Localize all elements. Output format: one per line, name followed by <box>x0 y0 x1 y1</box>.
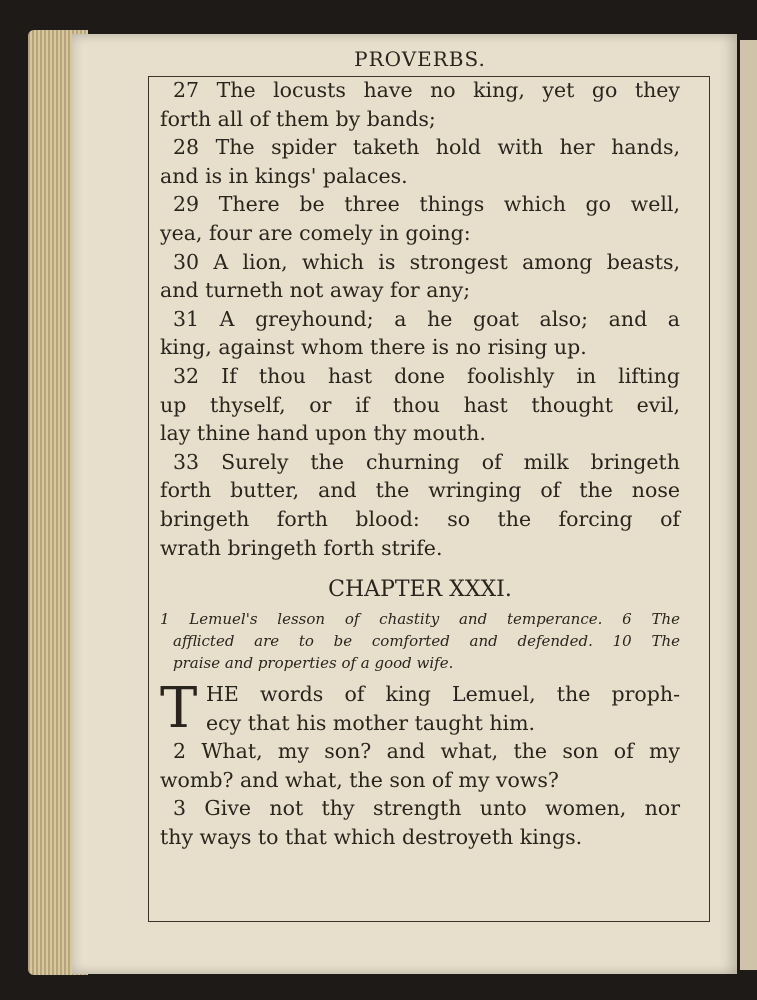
verse-1 <box>160 676 680 742</box>
verse-line: wrath bringeth forth strife. <box>160 535 443 560</box>
verse-line: 2 What, my son? and what, the son of my <box>173 739 680 764</box>
verse-line: 30 A lion, which is strongest among beasts, <box>173 249 680 274</box>
verse-line: womb? and what, the son of my vows? <box>160 767 559 792</box>
verse-line: forth all of them by bands; <box>160 106 436 131</box>
verse-line: yea, four are comely in going: <box>160 220 471 245</box>
verse-line: thy ways to that which destroyeth kings. <box>160 825 583 850</box>
verse-line: lay thine hand upon thy mouth. <box>160 421 486 446</box>
verses-top <box>160 76 680 562</box>
verse-line: 33 Surely the churning of milk bringeth <box>173 449 680 474</box>
verse <box>160 76 680 133</box>
verse-line: 32 If thou hast done foolishly in lifting <box>173 363 680 388</box>
summary-line: 1 Lemuel's lesson of chastity and temperance. 6 The <box>160 610 680 629</box>
verse <box>160 305 680 362</box>
verse-line: ecy that his mother taught him. <box>206 710 536 735</box>
verse <box>160 190 680 247</box>
verse-line: forth butter, and the wringing of the nose <box>160 478 680 503</box>
verse <box>160 362 680 448</box>
verse-line: king, against whom there is no rising up. <box>160 335 587 360</box>
verse <box>160 448 680 562</box>
verse-line: bringeth forth blood: so the forcing of <box>160 506 680 531</box>
verse-line: and turneth not away for any; <box>160 278 471 303</box>
verse-line: 29 There be three things which go well, <box>173 192 680 217</box>
summary-line: afflicted are to be comforted and defended. 10 The <box>173 632 680 651</box>
verses-bottom <box>160 737 680 851</box>
verse-line: 27 The locusts have no king, yet go they <box>173 78 680 102</box>
summary-line: praise and properties of a good wife. <box>173 654 454 673</box>
verse-line: 28 The spider taketh hold with her hands, <box>173 135 680 160</box>
verse <box>160 248 680 305</box>
facing-page-edge <box>740 40 757 970</box>
verse <box>160 133 680 190</box>
verse-line: 31 A greyhound; a he goat also; and a <box>173 306 680 331</box>
verse <box>160 737 680 794</box>
verse-line: HE words of king Lemuel, the proph- <box>206 682 680 707</box>
verse-line: 3 Give not thy strength unto women, nor <box>173 796 680 821</box>
verse-line: and is in kings' palaces. <box>160 163 408 188</box>
verse-line: up thyself, or if thou hast thought evil, <box>160 392 680 417</box>
running-head: PROVERBS. <box>354 47 486 71</box>
page-text <box>160 44 680 852</box>
chapter-summary <box>160 608 680 674</box>
book-page <box>72 34 737 974</box>
verse <box>160 794 680 851</box>
drop-cap: T <box>160 676 198 742</box>
chapter-heading: CHAPTER XXXI. <box>328 577 512 603</box>
